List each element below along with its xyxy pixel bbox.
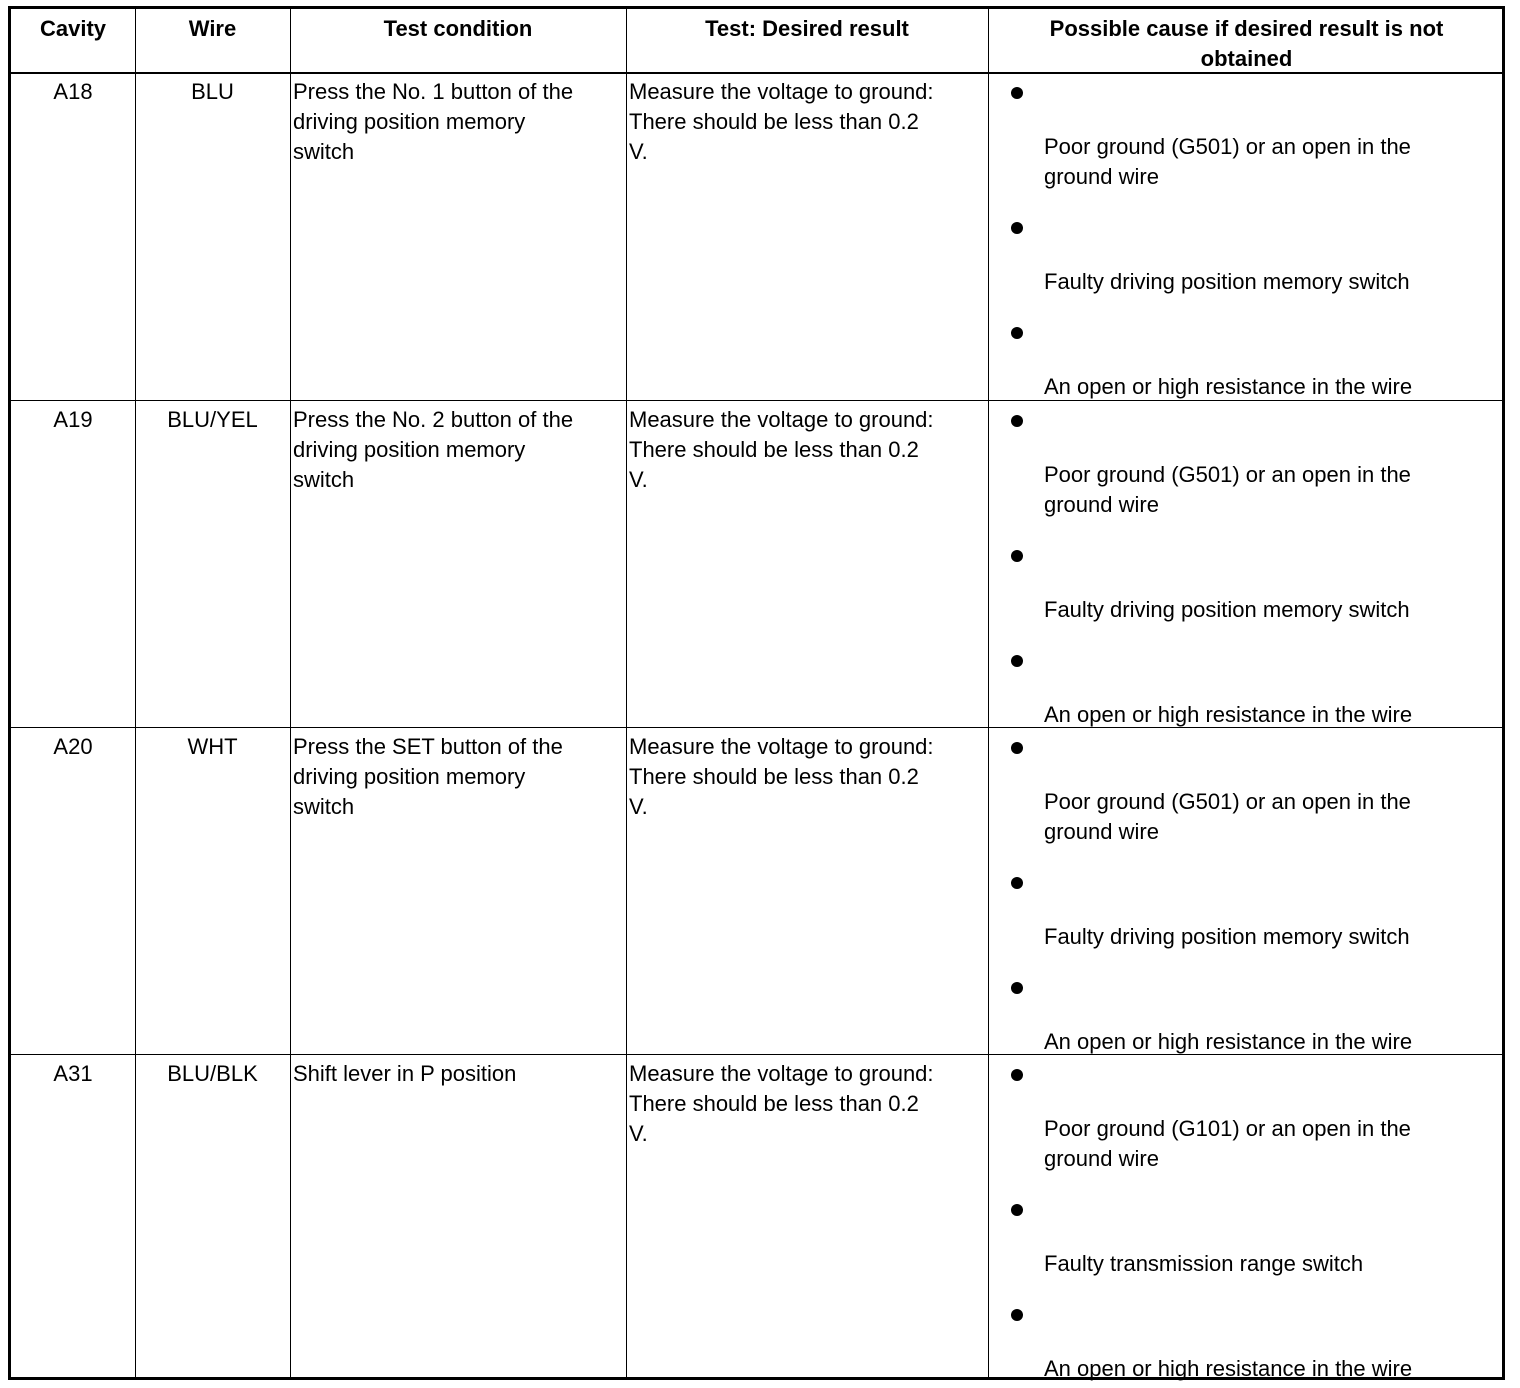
bullet-icon — [1011, 87, 1023, 99]
desired-result-line: There should be less than 0.2 — [629, 764, 919, 789]
cause-line: ground wire — [1044, 819, 1159, 844]
desired-result-cell — [629, 1059, 987, 1149]
desired-result-cell — [629, 732, 987, 822]
cause-item — [1044, 1249, 1363, 1279]
cause-line: Faulty driving position memory switch — [1044, 597, 1410, 622]
test-condition-line: Press the No. 1 button of the — [293, 79, 574, 104]
cause-line: An open or high resistance in the wire — [1044, 702, 1413, 727]
cause-item — [1044, 267, 1410, 297]
test-condition-cell — [293, 77, 623, 167]
header-test-condition: Test condition — [383, 16, 533, 41]
desired-result-line: V. — [629, 467, 648, 492]
cause-line: Poor ground (G501) or an open in the — [1044, 134, 1411, 159]
cause-line: An open or high resistance in the wire — [1044, 1029, 1413, 1054]
cause-item — [1044, 700, 1412, 727]
wire-cell: BLU/BLK — [167, 1061, 258, 1086]
bullet-icon — [1011, 877, 1023, 889]
bullet-icon — [1011, 550, 1023, 562]
cavity-cell: A31 — [53, 1061, 93, 1086]
header-cavity: Cavity — [39, 16, 107, 41]
test-condition-line: Press the SET button of the — [293, 734, 563, 759]
test-condition-line: switch — [293, 794, 355, 819]
diagnostic-table — [8, 6, 1505, 1380]
cause-line: ground wire — [1044, 1146, 1159, 1171]
possible-cause-cell — [991, 1055, 1505, 1381]
column-divider — [135, 9, 136, 1377]
test-condition-line: Shift lever in P position — [293, 1061, 517, 1086]
desired-result-line: Measure the voltage to ground: — [629, 1061, 934, 1086]
desired-result-line: Measure the voltage to ground: — [629, 79, 934, 104]
cause-item — [1044, 595, 1410, 625]
cause-line: ground wire — [1044, 164, 1159, 189]
cause-item — [1044, 460, 1411, 520]
cause-item — [1044, 1027, 1412, 1054]
cause-line: ground wire — [1044, 492, 1159, 517]
cause-item — [1044, 132, 1411, 192]
column-divider — [290, 9, 291, 1377]
test-condition-line: driving position memory — [293, 764, 526, 789]
desired-result-line: V. — [629, 139, 648, 164]
cause-line: Faulty transmission range switch — [1044, 1251, 1364, 1276]
column-divider — [626, 9, 627, 1377]
cause-line: Faulty driving position memory switch — [1044, 269, 1410, 294]
column-divider — [988, 9, 989, 1377]
test-condition-line: driving position memory — [293, 109, 526, 134]
desired-result-line: Measure the voltage to ground: — [629, 734, 934, 759]
cavity-cell: A18 — [53, 79, 93, 104]
test-condition-cell — [293, 405, 623, 495]
header-possible-cause-line2: obtained — [1200, 46, 1293, 71]
cause-line: Faulty driving position memory switch — [1044, 924, 1410, 949]
bullet-icon — [1011, 742, 1023, 754]
cavity-cell: A19 — [53, 407, 93, 432]
test-condition-cell — [293, 732, 623, 822]
header-desired-result: Test: Desired result — [705, 16, 909, 41]
wire-cell: BLU/YEL — [167, 407, 258, 432]
cause-item — [1044, 787, 1411, 847]
desired-result-cell — [629, 77, 987, 167]
wire-cell: BLU — [191, 79, 234, 104]
cause-item — [1044, 372, 1412, 399]
bullet-icon — [1011, 222, 1023, 234]
desired-result-line: V. — [629, 1121, 648, 1146]
header-possible-cause-line1: Possible cause if desired result is not — [1049, 16, 1444, 41]
test-condition-line: switch — [293, 467, 355, 492]
desired-result-line: There should be less than 0.2 — [629, 437, 919, 462]
bullet-icon — [1011, 655, 1023, 667]
possible-cause-cell — [991, 73, 1505, 399]
test-condition-line: switch — [293, 139, 355, 164]
bullet-icon — [1011, 327, 1023, 339]
possible-cause-cell — [991, 728, 1505, 1054]
cause-item — [1044, 1114, 1411, 1174]
bullet-icon — [1011, 415, 1023, 427]
bullet-icon — [1011, 1069, 1023, 1081]
wire-cell: WHT — [187, 734, 238, 759]
cause-item — [1044, 922, 1410, 952]
cause-line: Poor ground (G501) or an open in the — [1044, 462, 1411, 487]
possible-cause-cell — [991, 401, 1505, 727]
bullet-icon — [1011, 1309, 1023, 1321]
desired-result-line: V. — [629, 794, 648, 819]
cause-line: An open or high resistance in the wire — [1044, 374, 1413, 399]
cause-line: An open or high resistance in the wire — [1044, 1356, 1413, 1381]
bullet-icon — [1011, 982, 1023, 994]
header-possible-cause — [988, 14, 1505, 74]
cavity-cell: A20 — [53, 734, 93, 759]
cause-line: Poor ground (G101) or an open in the — [1044, 1116, 1411, 1141]
bullet-icon — [1011, 1204, 1023, 1216]
desired-result-line: There should be less than 0.2 — [629, 1091, 919, 1116]
header-wire: Wire — [188, 16, 237, 41]
test-condition-cell — [293, 1059, 623, 1089]
cause-line: Poor ground (G501) or an open in the — [1044, 789, 1411, 814]
test-condition-line: Press the No. 2 button of the — [293, 407, 574, 432]
desired-result-line: Measure the voltage to ground: — [629, 407, 934, 432]
desired-result-cell — [629, 405, 987, 495]
test-condition-line: driving position memory — [293, 437, 526, 462]
cause-item — [1044, 1354, 1412, 1381]
desired-result-line: There should be less than 0.2 — [629, 109, 919, 134]
